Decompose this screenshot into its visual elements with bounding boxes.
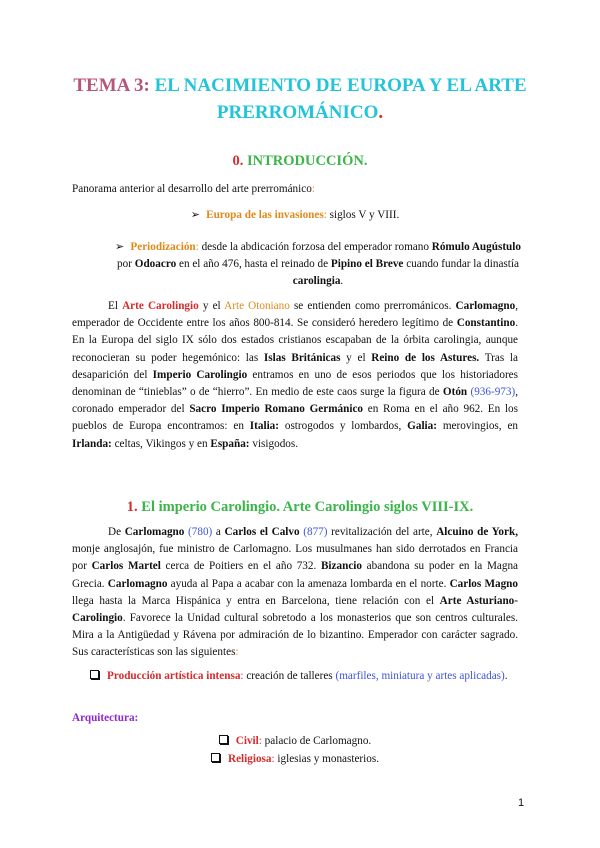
produccion-dot: . (504, 670, 508, 682)
periodizacion-text-5: . (340, 275, 344, 288)
bullet-civil (72, 733, 518, 750)
panorama-text: Panorama anterior al desarrollo del arte prerrománico (72, 183, 312, 195)
carlos-martel: Carlos Martel (91, 560, 161, 573)
page-title (40, 72, 560, 126)
p2-text: cerca de Poitiers en el año 732. (160, 560, 321, 573)
p1-text: , emperador de Occidente entre los años 800-814. Se consideró heredero legítimo de (72, 300, 518, 330)
year-780: (780) (184, 526, 213, 538)
carlomagno: Carlomagno (124, 526, 185, 538)
bullet-invasiones (72, 207, 518, 224)
invasiones-text: siglos V y VIII. (326, 209, 400, 221)
irlanda: Irlanda: (72, 437, 112, 450)
section1-num: 1. (126, 499, 138, 515)
carlos-magno: Carlos Magno (449, 577, 519, 590)
pipino: Pipino el Breve (330, 258, 404, 271)
intro-heading-text: INTRODUCCIÓN. (243, 153, 368, 169)
produccion-paren: (marfiles, miniatura y artes aplicadas) (335, 670, 505, 682)
p1-text: visigodos. (249, 437, 299, 450)
intro-heading (40, 153, 560, 170)
invasiones-colon: : (323, 209, 327, 221)
p1-text: ostrogodos y lombardos, (279, 420, 408, 433)
arquitectura-label: Arquitectura: (72, 712, 139, 724)
p2-colon: : (235, 646, 239, 659)
periodizacion-text-3: en el año 476, hasta el reinado de (176, 258, 331, 271)
arrow-bullet-icon: ➢ (190, 209, 201, 221)
civil-text: palacio de Carlomagno. (261, 735, 372, 747)
p2-text: ayuda al Papa a acabar con la amenaza lombarda en el norte. (167, 577, 450, 590)
year-877: (877) (299, 526, 328, 538)
p1-text: El (108, 300, 123, 312)
arquitectura-heading (72, 710, 518, 727)
checkbox-bullet-icon (211, 753, 220, 762)
p1-text: celtas, Vikingos y en (111, 437, 211, 450)
checkbox-bullet-icon (219, 735, 228, 744)
intro-num: 0. (232, 153, 244, 169)
p2-text: revitalización del arte, (327, 526, 437, 538)
p1-text: en Roma en el año 962. En los pueblos de Europa encontramos: en (72, 403, 519, 433)
p1-text: y el (340, 351, 372, 364)
carlomagno: Carlomagno (107, 577, 168, 590)
arte-otoniano: Arte Otoniano (224, 300, 290, 312)
bullet-periodizacion (108, 239, 528, 291)
panorama-colon: : (311, 183, 315, 195)
page-number: 1 (518, 797, 525, 809)
p1-text: merovingios, en (437, 420, 518, 433)
periodizacion-colon: : (195, 241, 199, 253)
carlos-el-calvo: Carlos el Calvo (224, 526, 300, 538)
p2-text: monje anglosajón, fue ministro de Carlomagno. Los musulmanes han sido derrotados en Francia por (72, 543, 518, 573)
carolingia: carolingia (292, 275, 341, 288)
panorama-line (72, 181, 518, 198)
italia: Italia: (249, 420, 279, 433)
section1-heading-text: El imperio Carolingio. Arte Carolingio siglos VIII-IX. (137, 499, 474, 515)
sacro-imperio: Sacro Imperio Romano Germánico (189, 403, 364, 416)
galia: Galia: (407, 420, 437, 433)
civil-colon: : (258, 735, 262, 747)
arrow-bullet-icon: ➢ (115, 241, 125, 253)
p2-text: abandona su poder en la Magna Grecia. (72, 560, 519, 590)
p1-text: Tras la desaparición del (72, 351, 518, 381)
bullet-religiosa (72, 751, 518, 768)
checkbox-bullet-icon (90, 670, 99, 679)
religiosa-colon: : (271, 753, 275, 765)
bizancio: Bizancio (320, 560, 362, 573)
title-dot: . (378, 102, 384, 123)
paragraph-carolingio (72, 524, 518, 662)
p1-text: , coronado emperador del (72, 386, 519, 416)
arte-asturiano: Arte Asturiano-Carolingio (72, 594, 518, 625)
paragraph-prerromanico (72, 298, 518, 453)
odoacro: Odoacro (134, 258, 177, 271)
religiosa-text: iglesias y monasterios. (274, 753, 380, 765)
oton: Otón (442, 386, 468, 399)
periodizacion-text-2: por (117, 258, 135, 271)
p2-text: . Favorece la Unidad cultural sobretodo a los monasterios que son centros culturales. Mira a la Antigüedad y Rávena por admiración de lo bizantino. Emperador con carácter sagrado. Sus características son las siguientes (72, 612, 518, 659)
p2-text: llega hasta la Marca Hispánica y entra en Barcelona, tiene relación con el (72, 594, 440, 607)
periodizacion-text-4: cuando fundar la dinastía (403, 258, 519, 271)
p2-text: a (212, 526, 225, 538)
title-tema: TEMA 3: (73, 75, 150, 96)
espana: España: (210, 437, 250, 450)
imperio-carolingio: Imperio Carolingio (152, 368, 248, 381)
civil-label: Civil (235, 735, 259, 747)
produccion-text: creación de talleres (243, 670, 336, 682)
title-line1: EL NACIMIENTO DE EUROPA Y EL ARTE (149, 75, 527, 96)
oton-years: (936-973) (470, 386, 516, 399)
arte-carolingio: Arte Carolingio (122, 300, 199, 312)
p1-text: entramos en uno de esos periodos que los historiadores denominan de “tinieblas” o de “hierro”. En medio de este caos surge la figura de (72, 368, 519, 399)
title-line2: PRERROMÁNICO (216, 102, 379, 123)
p2-text: De (108, 526, 125, 538)
periodizacion-label: Periodización (130, 241, 196, 253)
constantino: Constantino (456, 317, 516, 330)
p1-text: . En la Europa del siglo IX sólo dos estados cristianos escapaban de la órbita carolingia, aunque reconocieran su poder hegemónico: las (72, 317, 518, 364)
alcuino-de-york: Alcuino de York, (436, 526, 518, 538)
romulo: Rómulo Augústulo (431, 241, 521, 253)
produccion-label: Producción artística intensa (107, 670, 241, 682)
bullet-produccion (90, 668, 528, 685)
islas-britanicas: Islas Británicas (263, 351, 341, 364)
produccion-colon: : (240, 670, 244, 682)
religiosa-label: Religiosa (227, 753, 272, 765)
p1-text: y el (198, 300, 225, 312)
p1-text: se entienden como prerrománicos. (289, 300, 456, 312)
section1-heading (40, 499, 560, 516)
invasiones-label: Europa de las invasiones (206, 209, 324, 221)
carlomagno: Carlomagno (455, 300, 516, 312)
reino-astures: Reino de los Astures. (371, 351, 480, 364)
periodizacion-text-1: desde la abdicación forzosa del emperador romano (198, 241, 432, 253)
